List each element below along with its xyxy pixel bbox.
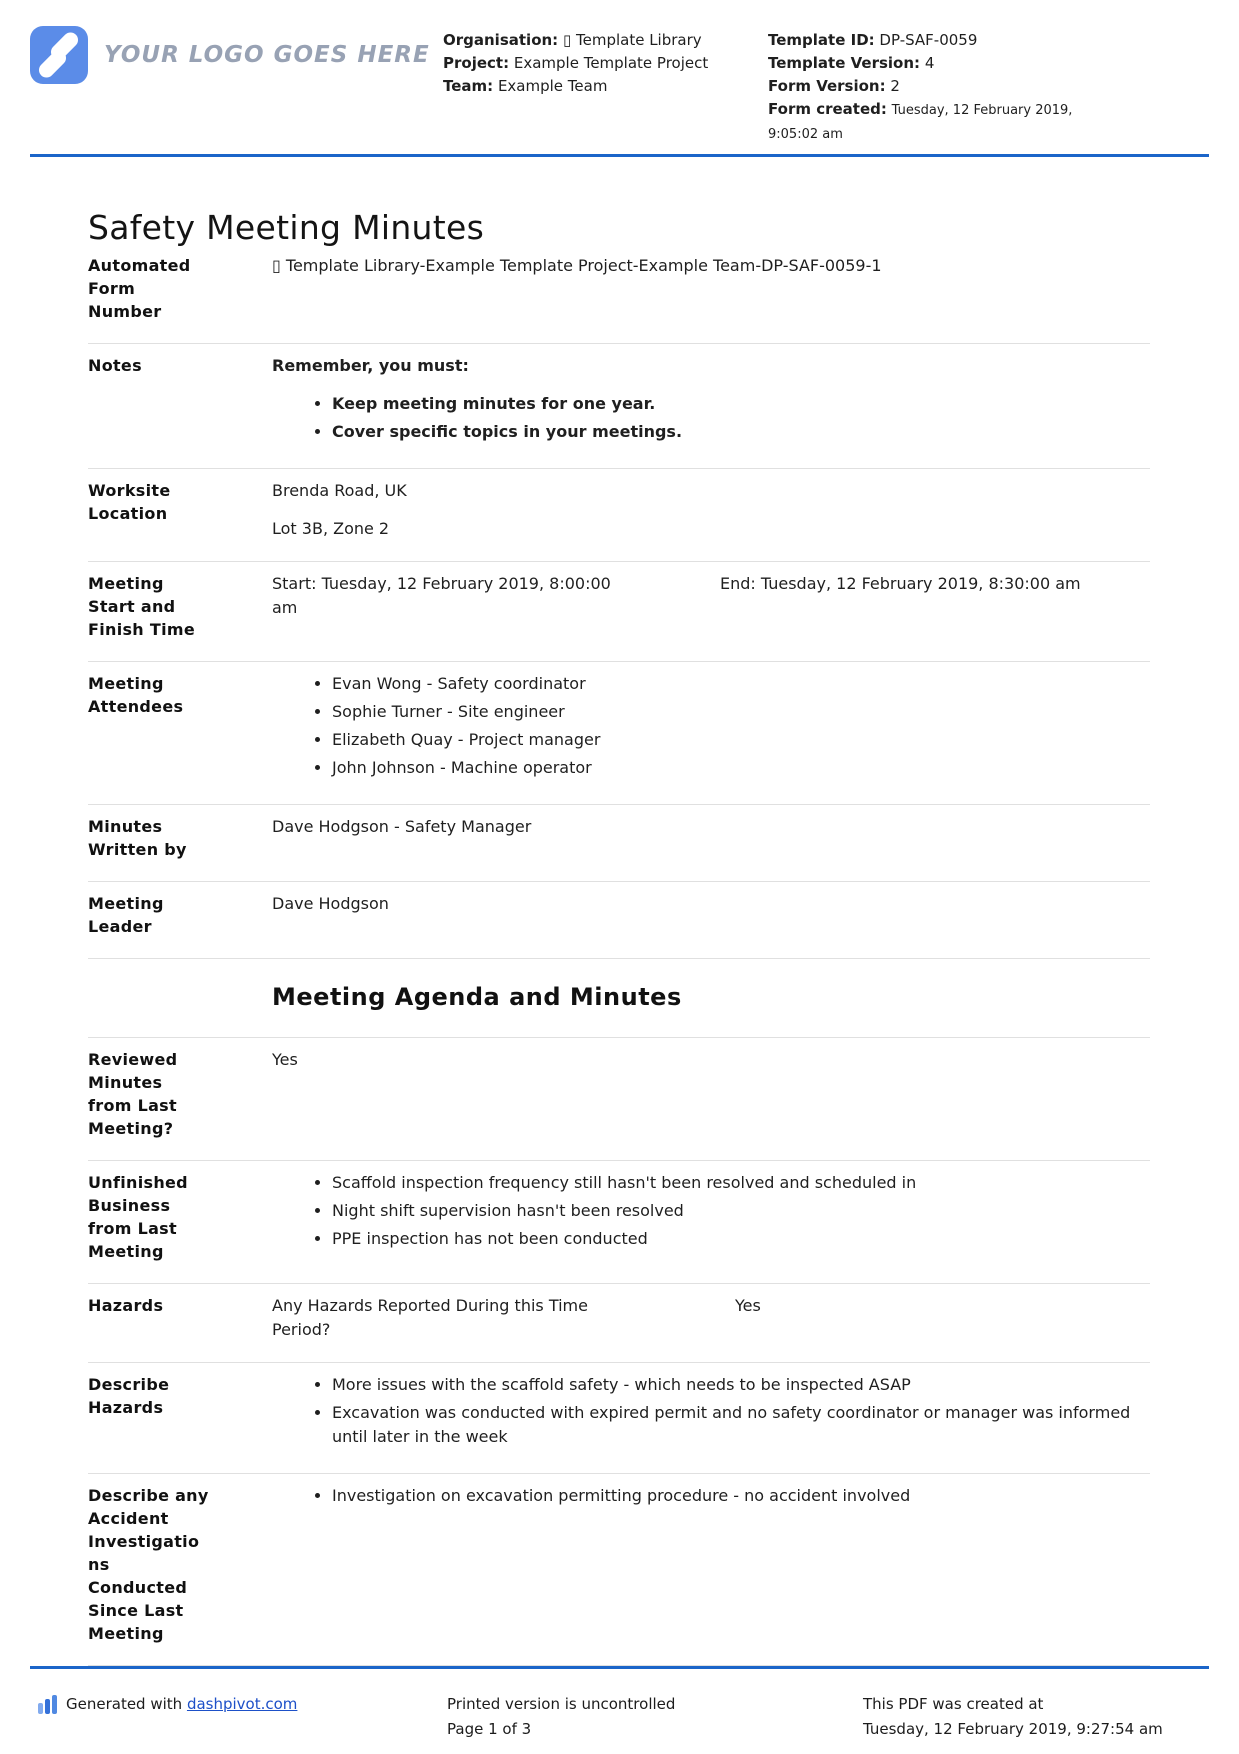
footer-divider-line — [30, 1666, 1209, 1669]
row-describe-hazards — [88, 1363, 1150, 1474]
organisation-field — [443, 29, 708, 52]
template-id-field — [768, 29, 1080, 52]
template-version-label: Template Version: — [768, 54, 921, 72]
bullet-item: • Cover specific topics in your meetings. — [332, 420, 1150, 444]
row-label: Worksite Location — [88, 481, 171, 523]
section-heading-row — [88, 959, 1150, 1038]
bullet-item: • Night shift supervision hasn't been resolved — [332, 1199, 1150, 1223]
template-id-value: DP-SAF-0059 — [879, 31, 978, 49]
form-body — [88, 244, 1150, 1666]
organisation-info — [443, 29, 708, 98]
row-label: Describe any Accident Investigations Conducted Since Last Meeting — [88, 1486, 209, 1643]
bullet-item: • Investigation on excavation permitting procedure - no accident involved — [332, 1484, 1150, 1508]
bullet-item: • More issues with the scaffold safety - which needs to be inspected ASAP — [332, 1373, 1150, 1397]
organisation-value: ▯ Template Library — [562, 31, 702, 49]
bullet-item: • Elizabeth Quay - Project manager — [332, 728, 1150, 752]
hazards-answer: Yes — [735, 1296, 761, 1315]
footer-print-info — [447, 1692, 675, 1742]
bullet-item: • Keep meeting minutes for one year. — [332, 392, 1150, 416]
describe-hazards-list — [272, 1373, 1150, 1449]
row-value — [272, 1484, 1150, 1645]
bullet-item: • Excavation was conducted with expired permit and no safety coordinator or manager was informed until later in the week — [332, 1401, 1150, 1449]
row-hazards — [88, 1284, 1150, 1363]
row-accident-investigations — [88, 1474, 1150, 1666]
row-label: Meeting Leader — [88, 894, 164, 936]
form-version-label: Form Version: — [768, 77, 886, 95]
row-value — [272, 1171, 1150, 1263]
row-value: ▯ Template Library-Example Template Project-Example Team-DP-SAF-0059-1 — [272, 256, 882, 275]
row-meeting-time — [88, 562, 1150, 662]
form-created-field — [768, 98, 1080, 146]
generated-with-text — [66, 1692, 297, 1717]
row-value — [272, 1294, 1150, 1342]
project-field — [443, 52, 708, 75]
row-label: Hazards — [88, 1296, 164, 1315]
form-created-label: Form created: — [768, 100, 887, 118]
page-title: Safety Meeting Minutes — [88, 208, 485, 248]
bullet-item: • Sophie Turner - Site engineer — [332, 700, 1150, 724]
form-created-value: Tuesday, 12 February 2019, 9:05:02 am — [768, 103, 1073, 142]
bullet-item: • Evan Wong - Safety coordinator — [332, 672, 1150, 696]
row-value: Dave Hodgson - Safety Manager — [272, 817, 532, 836]
row-meeting-leader — [88, 882, 1150, 959]
organisation-label: Organisation: — [443, 31, 559, 49]
team-field — [443, 75, 708, 98]
row-label: Automated Form Number — [88, 256, 191, 321]
template-version-field — [768, 52, 1080, 75]
bar-chart-icon — [38, 1694, 57, 1714]
row-label: Unfinished Business from Last Meeting — [88, 1173, 188, 1261]
team-value: Example Team — [497, 77, 608, 95]
template-meta-info — [768, 29, 1080, 146]
row-notes — [88, 344, 1150, 469]
row-label: Meeting Attendees — [88, 674, 184, 716]
row-meeting-attendees — [88, 662, 1150, 805]
row-worksite-location — [88, 469, 1150, 562]
row-value — [272, 572, 1150, 641]
template-id-label: Template ID: — [768, 31, 875, 49]
row-value: Dave Hodgson — [272, 894, 389, 913]
section-heading: Meeting Agenda and Minutes — [272, 983, 682, 1011]
meeting-start-time: Start: Tuesday, 12 February 2019, 8:00:00 am — [272, 574, 611, 617]
company-logo — [30, 26, 430, 84]
unfinished-business-list — [272, 1171, 1150, 1251]
row-value — [272, 672, 1150, 784]
hazards-question: Any Hazards Reported During this Time Period? — [272, 1296, 588, 1339]
logo-pill-shape — [36, 47, 69, 80]
footer-generated — [38, 1692, 297, 1717]
project-label: Project: — [443, 54, 510, 72]
row-reviewed-minutes — [88, 1038, 1150, 1161]
logo-mark-icon — [30, 26, 88, 84]
row-label: Reviewed Minutes from Last Meeting? — [88, 1050, 178, 1138]
form-version-value: 2 — [890, 77, 900, 95]
form-version-field — [768, 75, 1080, 98]
bullet-item: • PPE inspection has not been conducted — [332, 1227, 1150, 1251]
generated-prefix: Generated with — [66, 1695, 183, 1713]
accident-investigations-list — [272, 1484, 1150, 1508]
row-label: Minutes Written by — [88, 817, 187, 859]
attendees-list — [272, 672, 1150, 780]
row-unfinished-business — [88, 1161, 1150, 1284]
row-value — [272, 354, 1150, 448]
worksite-line: Lot 3B, Zone 2 — [272, 519, 390, 538]
dashpivot-link[interactable]: dashpivot.com — [186, 1695, 298, 1713]
worksite-line: Brenda Road, UK — [272, 481, 407, 500]
row-label: Describe Hazards — [88, 1375, 170, 1417]
row-value — [272, 1373, 1150, 1453]
pdf-created-timestamp: Tuesday, 12 February 2019, 9:27:54 am — [863, 1720, 1163, 1738]
notes-list — [272, 392, 1150, 444]
row-label: Meeting Start and Finish Time — [88, 574, 195, 639]
header-divider-line — [30, 154, 1209, 157]
printed-version-note: Printed version is uncontrolled — [447, 1695, 676, 1713]
logo-placeholder-text: YOUR LOGO GOES HERE — [104, 42, 430, 68]
bullet-item: • John Johnson - Machine operator — [332, 756, 1150, 780]
notes-intro: Remember, you must: — [272, 356, 469, 375]
team-label: Team: — [443, 77, 494, 95]
project-value: Example Template Project — [513, 54, 709, 72]
row-value: Yes — [272, 1050, 298, 1069]
template-version-value: 4 — [924, 54, 935, 72]
pdf-created-label: This PDF was created at — [863, 1695, 1044, 1713]
meeting-end-time: End: Tuesday, 12 February 2019, 8:30:00 am — [720, 574, 1081, 593]
row-value — [272, 479, 1150, 541]
page-indicator: Page 1 of 3 — [447, 1720, 532, 1738]
row-automated-form-number — [88, 244, 1150, 344]
footer-created-info — [863, 1692, 1163, 1742]
row-minutes-written-by — [88, 805, 1150, 882]
bullet-item: • Scaffold inspection frequency still hasn't been resolved and scheduled in — [332, 1171, 1150, 1195]
row-label: Notes — [88, 356, 142, 375]
